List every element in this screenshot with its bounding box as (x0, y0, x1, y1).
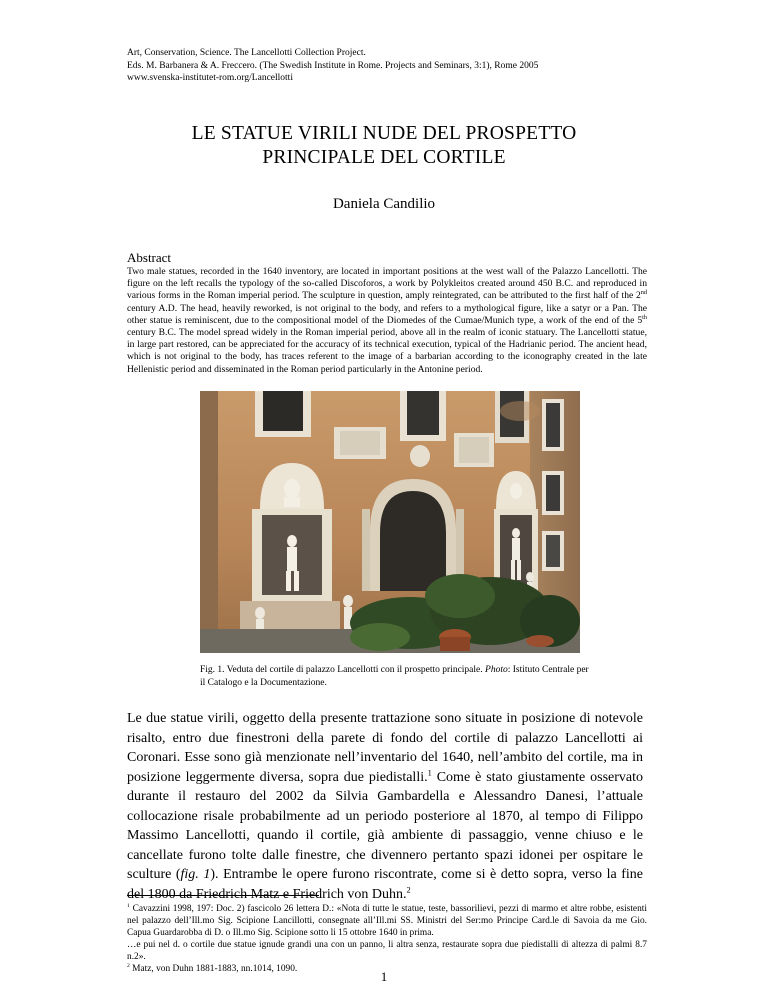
body-paragraph (127, 709, 643, 904)
running-header (127, 47, 538, 85)
footnote-1-mark: 1 (127, 902, 130, 909)
title-line-1: LE STATUE VIRILI NUDE DEL PROSPETTO (191, 123, 577, 144)
page-number: 1 (380, 969, 388, 984)
footnote-1-continuation: …e pui nel d. o cortile due statue ignude grandi una con un panno, li altra senza, restaurate sopra due piedistalli di altezza di palmi 8.7 n.2». (127, 940, 647, 962)
abstract-part-1: Two male statues, recorded in the 1640 inventory, are located in important positions at the west wall of the Palazzo Lancellotti. The figure on the left recalls the typology of the so-called Discoforos, a work by Polykleitos created around 450 B.C. and reproduced in various forms in the Roman imperial period. The sculpture in question, amply reintegrated, can be attributed to the first half of the 2 (127, 266, 647, 302)
body-part-2: Come è stato giustamente osservato durante il restauro del 2002 da Silvia Gambardella e Alessandro Danesi, l’attuale collocazione risale probabilmente ad un periodo posteriore al 1870, al tempo di Filippo Massimo Lancellotti, quando il cortile, già ambiente di passaggio, venne chiuso e le cancellate furono tolte dalle finestre, che divennero pertanto spazi idonei per ospitare le sculture ( (127, 769, 643, 882)
caption-photo-credit: : Istituto Centrale per il Catalogo e la Documentazione. (200, 665, 589, 688)
figure-caption (200, 664, 590, 689)
footnote-1 (127, 903, 647, 939)
abstract-heading: Abstract (127, 250, 172, 265)
footnote-ref-2[interactable]: 2 (406, 884, 411, 894)
caption-main: Fig. 1. Veduta del cortile di palazzo Lancellotti con il prospetto principale. (200, 665, 486, 675)
footnote-1-text: Cavazzini 1998, 197: Doc. 2) fascicolo 26 lettera D.: «Nota di tutte le statue, teste, bassorilievi, pezzi di marmo et altre robbe, esistenti nel palazzo dell’Ill.mo Sig. Scipione Lancillotti, consegnate all’Ill.mi SS. Ministri del Ser:mo Principe Card.le di Savoia da me Gio. Capua Guardarobba di D. o Ill.mo Sig. Scipione sotto li 15 ottobre 1640 in prima. (127, 904, 647, 938)
footnote-2-mark: 2 (127, 962, 130, 969)
abstract-text (127, 266, 647, 376)
figure-ref: fig. 1 (180, 867, 211, 882)
body-part-1: Le due statue virili, oggetto della presente trattazione sono situate in posizione di notevole risalto, entro due finestroni della parete di fondo del cortile di palazzo Lancellotti ai Coronari. Esse sono già menzionate nell’inventario del 1640, nell’ambito del cortile, ma in posizione leggermente diversa, sopra due piedistalli. (127, 711, 643, 785)
title-line-2: PRINCIPALE DEL CORTILE (262, 147, 506, 168)
abstract-sup-2: th (642, 313, 647, 321)
header-line-3[interactable]: www.svenska-institutet-rom.org/Lancellotti (127, 73, 293, 83)
header-line-1: Art, Conservation, Science. The Lancellotti Collection Project. (127, 48, 366, 58)
body-part-3: ). Entrambe le opere furono riscontrate, come si è detto sopra, verso la fine del 1800 da Friedrich Matz e Friedrich von Duhn. (127, 867, 643, 902)
footnote-2-text: Matz, von Duhn 1881-1883, nn.1014, 1090. (129, 964, 298, 974)
abstract-part-3: century B.C. The model spread widely in the Roman imperial period, above all in the realm of iconic statuary. The Lancellotti statue, in large part restored, can be appreciated for the accuracy of its technical execution, typical of the Hadrianic period. The ancient head, which is not original to the body, has traces referent to the image of a barbarian according to the iconography created in the late Hellenistic period and disseminated in the Roman period particularly in the Antonine period. (127, 327, 647, 375)
caption-photo-label: Photo (485, 665, 508, 675)
abstract-sup-1: nd (640, 289, 647, 297)
abstract-part-2: century A.D. The head, heavily reworked, is not original to the body, and refers to a mythological figure, like a satyr or a Pan. The other statue is reminiscent, due to the compositional model of the Diomedes of the Cumae/Munich type, a work of the end of the 5 (127, 302, 647, 326)
footnote-divider (127, 895, 319, 896)
header-line-2: Eds. M. Barbanera & A. Freccero. (The Swedish Institute in Rome. Projects and Seminars, 3:1), Rome 2005 (127, 60, 539, 71)
courtyard-photo (200, 391, 580, 653)
footnotes (127, 903, 647, 975)
footnote-ref-1[interactable]: 1 (427, 767, 432, 777)
paper-title (0, 122, 768, 170)
author-name: Daniela Candilio (332, 196, 436, 212)
